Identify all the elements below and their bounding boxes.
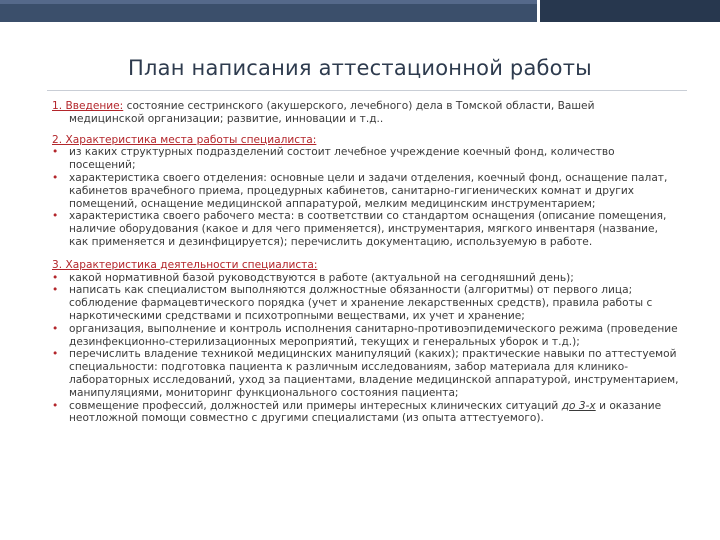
section-2-heading: 2. Характеристика места работы специалиста:: [52, 133, 317, 146]
list-item: [52, 272, 680, 285]
section-workplace: [52, 134, 680, 249]
list-item: [52, 172, 680, 210]
list-item-text: характеристика своего отделения: основные цели и задачи отделения, коечный фонд, оснащение палат, кабинетов врачебного приема, процедурных кабинетов, санитарно-гигиенических комнат и других помещений, оснащение медицинской аппаратурой, мелким медицинским инструментарием;: [69, 171, 668, 210]
section-3-heading: 3. Характеристика деятельности специалиста:: [52, 258, 318, 271]
list-item: [52, 284, 680, 322]
bullet-icon: •: [52, 284, 59, 297]
top-bar-highlight: [0, 0, 540, 4]
list-item-text: из каких структурных подразделений состоит лечебное учреждение коечный фонд, количество посещений;: [69, 146, 615, 172]
section-activity: [52, 259, 680, 425]
list-item-emphasis: до 3-х: [561, 399, 596, 412]
bullet-icon: •: [52, 210, 59, 223]
list-item: [52, 400, 680, 426]
list-item-text: перечислить владение техникой медицинских манипуляций (каких); практические навыки по аттестуемой специальности: подготовка пациента к различным исследованиям, забор материала для клинико-лабораторных исследований, уход за пациентами, владение медицинской аппаратурой, инструментарием, манипуляциями, мониторинг функционального состояния пациента;: [69, 348, 679, 399]
list-item-text: написать как специалистом выполняются должностные обязанности (алгоритмы) от первого лица; соблюдение фармацевтического порядка (учет и хранение лекарственных средств), правила работы с наркотическими средствами и психотропными веществами, их учет и хранение;: [69, 284, 653, 322]
list-item-text: организация, выполнение и контроль исполнения санитарно-противоэпидемического режима (проведение дезинфекционно-стерилизационных мероприятий, текущих и генеральных уборок и т.д.);: [69, 322, 678, 348]
bullet-icon: •: [52, 399, 59, 412]
section-3-list: [52, 272, 680, 426]
list-item-text: характеристика своего рабочего места: в соответствии со стандартом оснащения (описание помещения, наличие оборудования (какое и для чего применяется), инструментария, мягкого инвентаря (название, как применяется и дезинфицируется); перечислить документацию, используемую в работе.: [69, 210, 667, 248]
top-decor-bar: [0, 0, 720, 22]
list-item: [52, 146, 680, 172]
section-1-lead: 1. Введение:: [52, 100, 124, 112]
list-item-text-after: и оказание неотложной помощи совместно с другими специалистами (из опыта аттестуемого).: [69, 399, 662, 425]
top-bar-separator: [537, 0, 540, 22]
bullet-icon: •: [52, 348, 59, 361]
list-item: [52, 348, 680, 399]
list-item-text: какой нормативной базой руководствуются в работе (актуальной на сегодняшний день);: [69, 271, 574, 284]
list-item: [52, 323, 680, 349]
title-divider: [47, 90, 687, 91]
bullet-icon: •: [52, 322, 59, 335]
bullet-icon: •: [52, 271, 59, 284]
slide-title: План написания аттестационной работы: [128, 56, 592, 80]
bullet-icon: •: [52, 146, 59, 159]
list-item: [52, 210, 680, 248]
bullet-icon: •: [52, 171, 59, 184]
section-1-continuation: медицинской организации; развитие, инновации и т.д..: [69, 112, 384, 125]
slide-content: [52, 100, 680, 435]
section-1-text: состояние сестринского (акушерского, лечебного) дела в Томской области, Вашей: [123, 100, 595, 112]
section-introduction: [52, 100, 680, 126]
list-item-text-before: совмещение профессий, должностей или примеры интересных клинических ситуаций: [69, 399, 562, 412]
top-bar-dark-segment: [540, 0, 720, 22]
section-2-list: [52, 146, 680, 248]
